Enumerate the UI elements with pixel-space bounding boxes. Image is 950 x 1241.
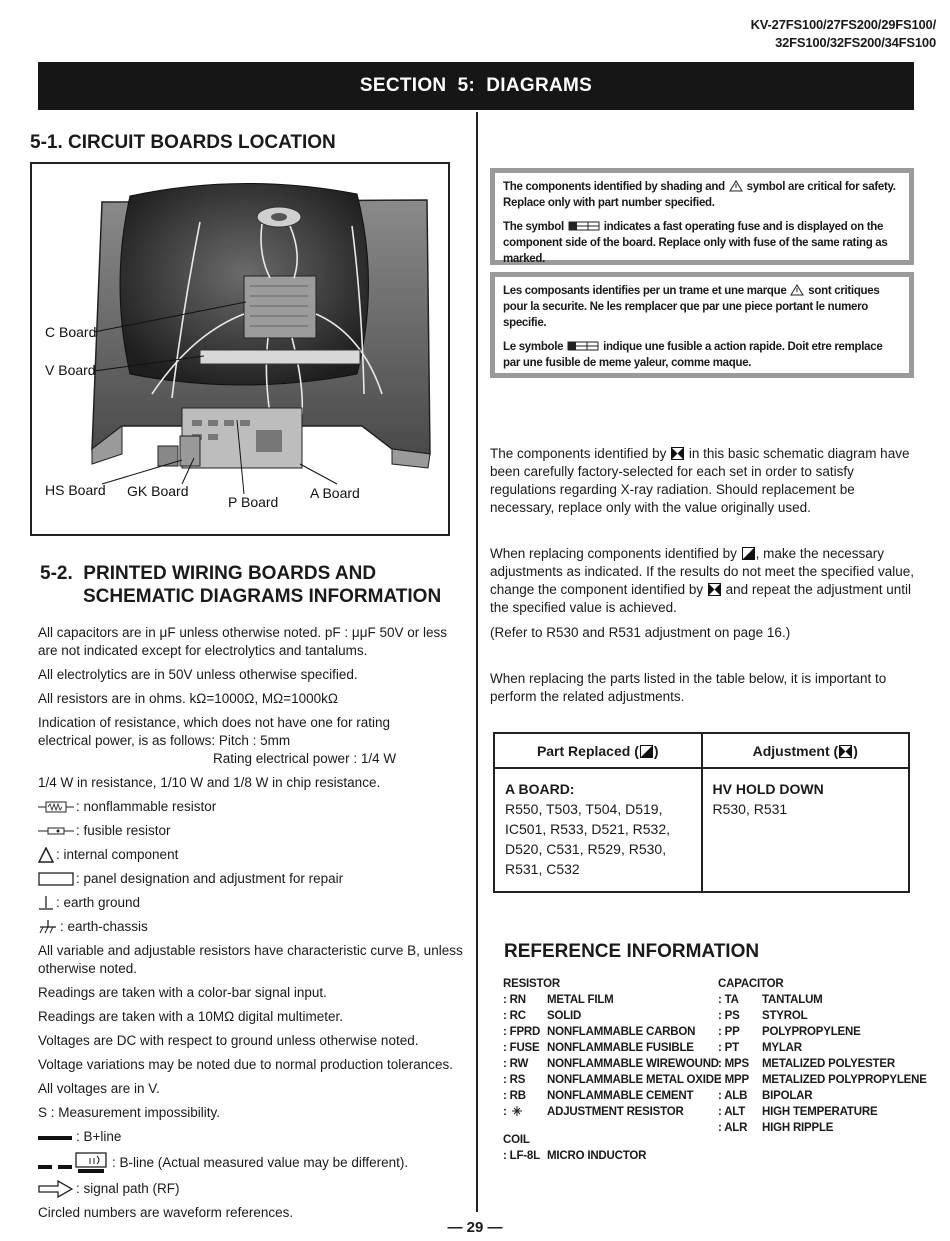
ref-description: STYROL — [762, 1010, 808, 1022]
cell-parts — [494, 768, 702, 892]
note-rating-line-b: electrical power, is as follows: Pitch : 5mm — [38, 733, 291, 748]
safety-en-p2b: indicates a fast operating fuse and is displayed on the component side of the board. Replace only with fuse of the same rating as marked. — [503, 221, 888, 265]
fusible-resistor-icon — [38, 824, 74, 838]
list-item — [718, 1088, 927, 1104]
model-numbers — [751, 16, 936, 52]
legend-earth — [38, 894, 466, 912]
ref-description: BIPOLAR — [762, 1090, 813, 1102]
circuit-board-photo — [30, 162, 450, 536]
ref-description: MYLAR — [762, 1042, 802, 1054]
legend-internal-text: : internal component — [56, 847, 179, 862]
fraction-tenth: 1/10 — [160, 775, 187, 790]
note-dc: Voltages are DC with respect to ground unless otherwise noted. — [38, 1033, 419, 1048]
xray-a: The components identified by — [490, 446, 671, 461]
ref-description: METAL FILM — [547, 994, 614, 1006]
note-chip-resistance — [38, 774, 466, 792]
safety-en-critical — [503, 179, 901, 211]
safety-fr-fuse — [503, 339, 901, 371]
legend-earth-text: : earth ground — [56, 895, 141, 910]
list-item — [718, 1040, 927, 1056]
legend-signal — [38, 1180, 466, 1198]
note-rating-label: Rating electrical power : — [213, 751, 361, 766]
cell-adjustment — [702, 768, 910, 892]
legend-nonflammable-text: : nonflammable resistor — [76, 799, 217, 814]
fuse-icon — [568, 220, 600, 232]
note-rating-line-c — [38, 750, 396, 768]
adjustment-title: HV HOLD DOWN — [712, 781, 824, 797]
ref-description: POLYPROPYLENE — [762, 1026, 861, 1038]
ref-code: : MPS — [718, 1058, 749, 1070]
adj-a: When replacing components identified by — [490, 546, 741, 561]
panel-rectangle-icon — [38, 872, 74, 886]
ref-code: : FPRD — [503, 1026, 541, 1038]
text-chip-resistance: W in chip resistance. — [251, 775, 381, 790]
note-resistance-rating — [38, 714, 466, 768]
note-color-bar: Readings are taken with a color-bar signal input. — [38, 985, 327, 1000]
coil-heading: COIL — [503, 1134, 530, 1146]
safety-box-french — [490, 272, 914, 378]
ref-description: NONFLAMMABLE WIREWOUND — [547, 1058, 719, 1070]
legend-bplus-text: : B+line — [76, 1129, 122, 1144]
ref-code: : TA — [718, 994, 739, 1006]
section-title: SECTION 5: DIAGRAMS — [359, 75, 593, 96]
nonflammable-resistor-icon — [38, 800, 74, 814]
resistor-heading: RESISTOR — [503, 978, 560, 990]
legend-fusible-text: : fusible resistor — [76, 823, 171, 838]
ref-description: MICRO INDUCTOR — [547, 1150, 647, 1162]
legend-bline-text: : B-line (Actual measured value may be different). — [112, 1155, 409, 1170]
legend-bline — [38, 1152, 466, 1174]
note-resistors: All resistors are in ohms. kΩ=1000Ω, MΩ=1000kΩ — [38, 691, 338, 706]
label-p-board: P Board — [228, 494, 279, 510]
note-circled-numbers: Circled numbers are waveform references. — [38, 1205, 294, 1220]
xray-b: in this basic schematic diagram have been carefully factory-selected for each set in order to satisfy regulations regarding X-ray radiation. Should replacement be necessary, replace only with the value originally used. — [490, 446, 910, 515]
table-intro-text: When replacing the parts listed in the table below, it is important to perform the related adjustments. — [490, 671, 887, 704]
bowtie-mark-icon — [671, 447, 684, 460]
ref-code: : — [503, 1104, 547, 1120]
wiring-notes — [38, 624, 466, 1228]
ref-code: : PS — [718, 1010, 740, 1022]
list-item — [503, 1056, 721, 1072]
half-shaded-mark-icon — [742, 547, 755, 560]
list-item — [503, 992, 721, 1008]
sec52-title — [40, 563, 441, 608]
safety-en-p2a: The symbol — [503, 221, 567, 233]
adjust-paragraph — [490, 545, 914, 642]
fuse-icon — [567, 340, 599, 352]
resistor-list — [503, 992, 721, 1120]
column-divider — [476, 112, 478, 1212]
adj-c: and repeat the adjustment until the specified value is achieved. — [490, 582, 912, 615]
capacitor-heading: CAPACITOR — [718, 978, 784, 990]
safety-fr-p2a: Le symbole — [503, 341, 567, 353]
legend-chassis — [38, 918, 466, 936]
list-item — [718, 1120, 927, 1136]
legend-nonflammable — [38, 798, 466, 816]
ref-description: HIGH RIPPLE — [762, 1122, 834, 1134]
list-item — [718, 1104, 927, 1120]
list-item — [503, 1072, 721, 1088]
legend-signal-text: : signal path (RF) — [76, 1181, 180, 1196]
ref-code: : RC — [503, 1010, 526, 1022]
label-hs-board: HS Board — [45, 482, 106, 498]
note-capacitors: All capacitors are in μF unless otherwise noted. pF : μμF 50V or less are not indicated except for electrolytics and tantalums. — [38, 625, 448, 658]
ref-description: SOLID — [547, 1010, 582, 1022]
fraction-quarter: 1/4 — [38, 775, 57, 790]
col1-close: ) — [653, 742, 659, 759]
note-volts: All voltages are in V. — [38, 1081, 160, 1096]
reference-title: REFERENCE INFORMATION — [504, 941, 760, 962]
col1-label: Part Replaced ( — [536, 742, 639, 759]
sec51-title: 5-1. CIRCUIT BOARDS LOCATION — [30, 132, 336, 153]
board-name: A BOARD: — [505, 781, 575, 797]
legend-chassis-text: : earth-chassis — [60, 919, 148, 934]
capacitor-list — [718, 992, 927, 1136]
ref-code: : PT — [718, 1042, 739, 1054]
note-variable-resistors: All variable and adjustable resistors have characteristic curve B, unless otherwise noted. — [38, 943, 463, 976]
col-part-replaced — [494, 733, 702, 768]
note-variations: Voltage variations may be noted due to normal production tolerances. — [38, 1057, 454, 1072]
adjust-text — [490, 545, 914, 617]
list-item — [503, 1040, 721, 1056]
ref-code: : MPP — [718, 1074, 749, 1086]
list-item — [718, 992, 927, 1008]
label-gk-board: GK Board — [127, 483, 189, 499]
note-rating-fraction: 1/4 — [360, 751, 380, 766]
note-rating-line-a: Indication of resistance, which does not have one for rating — [38, 715, 390, 730]
list-item — [718, 1024, 927, 1040]
text-in-resistance: W in resistance, — [56, 775, 161, 790]
legend-fusible — [38, 822, 466, 840]
list-item — [503, 1024, 721, 1040]
safety-en-fuse — [503, 219, 901, 267]
ref-code: : PP — [718, 1026, 740, 1038]
ref-code: : RB — [503, 1090, 526, 1102]
text-w-and: W and — [186, 775, 234, 790]
parts-list: R550, T503, T504, D519, IC501, R533, D521, R532, D520, C531, R529, R530, R531, C532 — [505, 801, 670, 877]
ref-code: : RN — [503, 994, 526, 1006]
col2-close: ) — [853, 742, 858, 759]
ref-description: NONFLAMMABLE CARBON — [547, 1026, 696, 1038]
label-c-board: C Board — [45, 324, 97, 340]
earth-ground-icon — [38, 895, 54, 911]
ref-description: HIGH TEMPERATURE — [762, 1106, 878, 1118]
list-item — [503, 1148, 721, 1164]
legend-internal — [38, 846, 466, 864]
legend-bplus — [38, 1128, 466, 1146]
parts-adjustment-table — [493, 732, 910, 893]
safety-en-p1a: The components identified by shading and — [503, 181, 728, 193]
col2-label: Adjustment ( — [752, 742, 839, 759]
ref-description: ADJUSTMENT RESISTOR — [547, 1106, 684, 1118]
table-intro — [490, 670, 914, 706]
model-line-2: 32FS100/32FS200/34FS100 — [775, 35, 936, 50]
xray-paragraph — [490, 445, 914, 517]
safety-fr-p1a: Les composants identifies per un trame et une marque — [503, 285, 790, 297]
adj-b: , make the necessary adjustments as indicated. If the results do not meet the specified value, change the component identified by — [490, 546, 914, 597]
bplus-line-icon — [38, 1132, 74, 1142]
ref-description: METALIZED POLYESTER — [762, 1058, 895, 1070]
xray-text — [490, 445, 914, 517]
warning-triangle-icon — [729, 180, 743, 192]
col-adjustment — [702, 733, 910, 768]
ref-description: NONFLAMMABLE FUSIBLE — [547, 1042, 694, 1054]
ref-description: NONFLAMMABLE METAL OXIDE — [547, 1074, 722, 1086]
bowtie-mark-icon — [839, 745, 852, 758]
list-item — [718, 1072, 927, 1088]
refer-text: (Refer to R530 and R531 adjustment on page 16.) — [490, 625, 791, 640]
section-title-bar — [38, 62, 914, 110]
table-row — [494, 768, 909, 892]
legend-panel — [38, 870, 466, 888]
page-number: — 29 — — [447, 1219, 503, 1236]
model-line-1: KV-27FS100/27FS200/29FS100/ — [750, 17, 936, 32]
ref-code: : ALT — [718, 1106, 746, 1118]
triangle-icon — [38, 847, 54, 863]
list-item — [503, 1088, 721, 1104]
ref-description: TANTALUM — [762, 994, 823, 1006]
ref-code: : FUSE — [503, 1042, 540, 1054]
label-a-board: A Board — [310, 485, 360, 501]
ref-description: NONFLAMMABLE CEMENT — [547, 1090, 694, 1102]
adjustment-parts: R530, R531 — [712, 801, 788, 817]
note-multimeter: Readings are taken with a 10MΩ digital multimeter. — [38, 1009, 343, 1024]
note-electrolytics: All electrolytics are in 50V unless otherwise specified. — [38, 667, 358, 682]
signal-arrow-icon — [38, 1180, 74, 1198]
warning-triangle-icon — [790, 284, 804, 296]
label-v-board: V Board — [45, 362, 96, 378]
earth-chassis-icon — [38, 919, 58, 935]
safety-box-english — [490, 168, 914, 265]
sec52-title-line1: 5-2. PRINTED WIRING BOARDS AND — [40, 563, 377, 584]
list-item — [503, 1008, 721, 1024]
ref-code: : RW — [503, 1058, 529, 1070]
legend-panel-text: : panel designation and adjustment for repair — [76, 871, 344, 886]
ref-code: : LF-8L — [503, 1150, 540, 1162]
fraction-eighth: 1/8 — [233, 775, 252, 790]
safety-en-p1b: symbol are critical for safety. Replace only with part number specified. — [503, 181, 896, 209]
resistor-reference — [503, 976, 721, 1164]
capacitor-reference — [718, 976, 927, 1136]
bline-icon — [38, 1152, 110, 1174]
safety-fr-p2b: indique une fusible a action rapide. Doit etre remplace par une fusible de meme yaleur, comme maque. — [503, 341, 883, 369]
ref-description: METALIZED POLYPROPYLENE — [762, 1074, 927, 1086]
ref-code: : RS — [503, 1074, 526, 1086]
list-item — [718, 1056, 927, 1072]
adjustment-resistor-icon — [510, 1105, 524, 1117]
ref-code: : ALR — [718, 1122, 748, 1134]
list-item — [503, 1104, 721, 1120]
safety-fr-p1b: sont critiques pour la securite. Ne les remplacer que par une piece portant le numero specifie. — [503, 285, 880, 329]
coil-list — [503, 1148, 721, 1164]
safety-fr-critical — [503, 283, 901, 331]
half-shaded-mark-icon — [640, 745, 653, 758]
bowtie-mark-icon — [708, 583, 721, 596]
ref-code: : ALB — [718, 1090, 748, 1102]
list-item — [718, 1008, 927, 1024]
note-measurement: S : Measurement impossibility. — [38, 1105, 221, 1120]
note-rating-unit: W — [379, 751, 397, 766]
sec52-title-line2: SCHEMATIC DIAGRAMS INFORMATION — [83, 586, 442, 607]
tv-chassis-illustration — [32, 164, 448, 534]
